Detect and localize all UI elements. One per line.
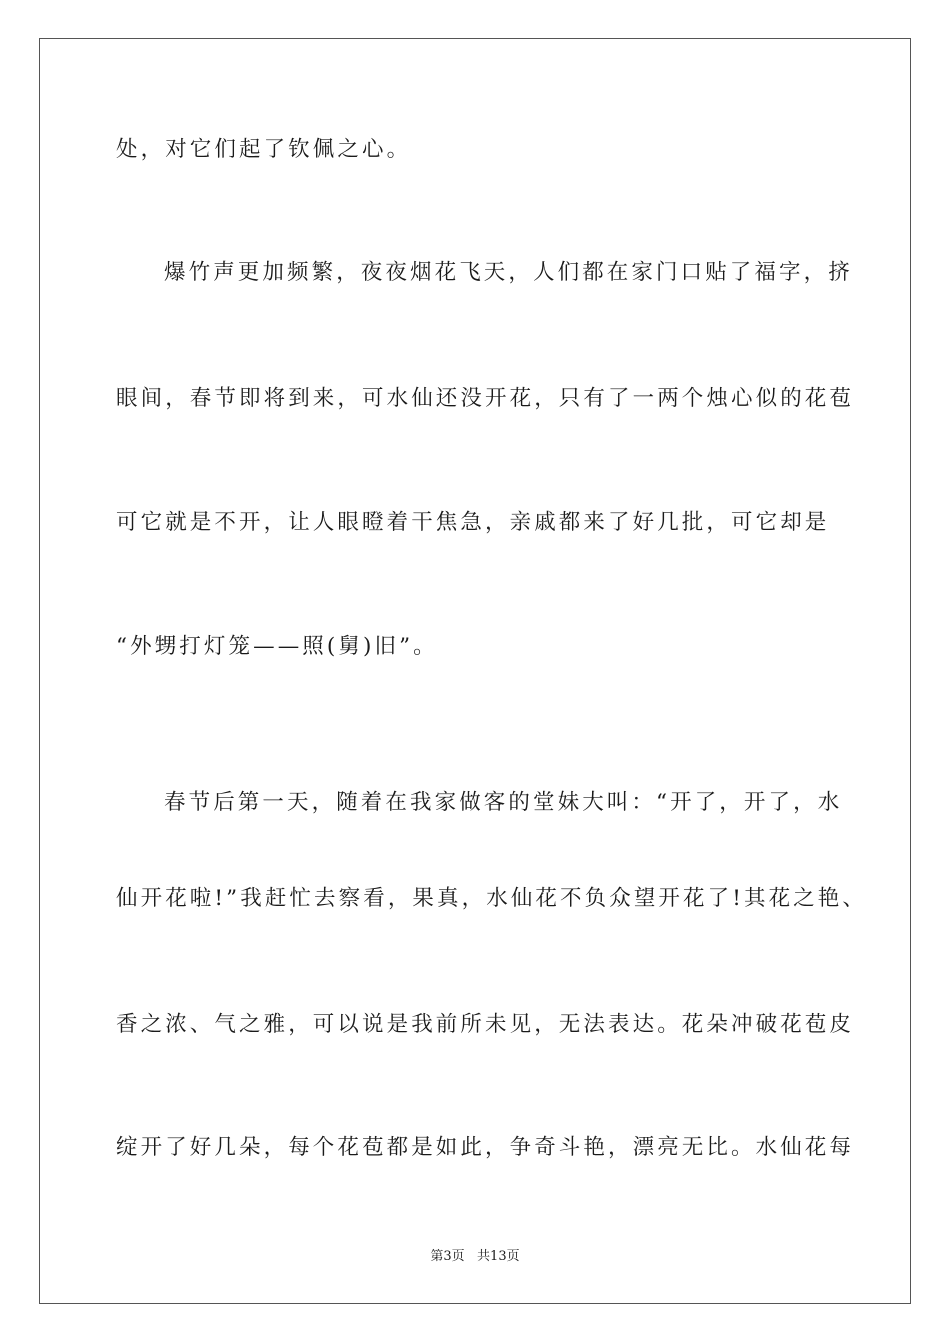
text-line-1: 处，对它们起了钦佩之心。 xyxy=(116,137,412,162)
text-line-3: 眼间，春节即将到来，可水仙还没开花，只有了一两个烛心似的花苞 xyxy=(116,386,855,411)
text-line-4: 可它就是不开，让人眼瞪着干焦急，亲戚都来了好几批，可它却是 xyxy=(116,510,830,535)
text-line-9: 绽开了好几朵，每个花苞都是如此，争奇斗艳，漂亮无比。水仙花每 xyxy=(116,1135,855,1160)
text-line-7: 仙开花啦!”我赶忙去察看，果真，水仙花不负众望开花了!其花之艳、 xyxy=(116,886,867,911)
text-line-5: “外甥打灯笼——照(舅)旧”。 xyxy=(116,634,438,659)
page-number-footer: 第3页 共13页 xyxy=(430,1249,520,1264)
text-line-6: 春节后第一天，随着在我家做客的堂妹大叫：“开了，开了，水 xyxy=(164,790,843,815)
text-line-2: 爆竹声更加频繁，夜夜烟花飞天，人们都在家门口贴了福字，挤 xyxy=(164,260,853,285)
page-border xyxy=(39,38,911,1304)
text-line-8: 香之浓、气之雅，可以说是我前所未见，无法表达。花朵冲破花苞皮 xyxy=(116,1012,855,1037)
